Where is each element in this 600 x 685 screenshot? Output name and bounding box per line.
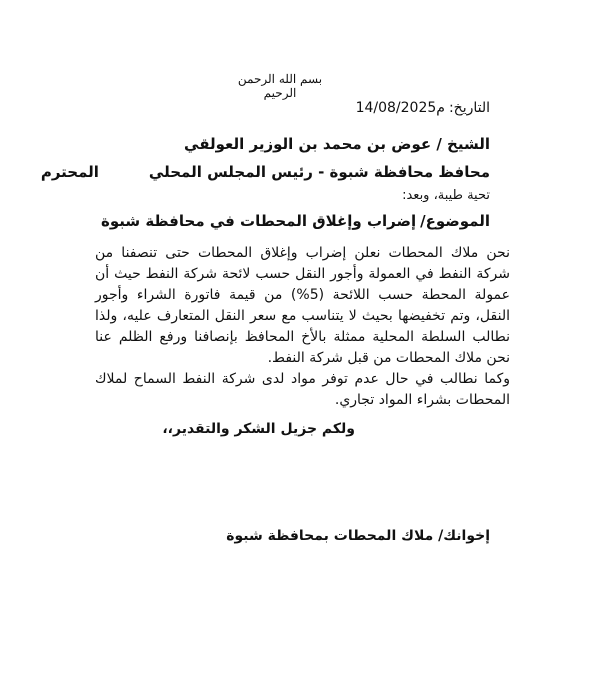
addressee-respect: المحترم	[40, 163, 99, 181]
body-paragraph-2: وكما نطالب في حال عدم توفر مواد لدى شركة النفط السماح لملاك المحطات بشراء المواد تجاري.	[95, 371, 510, 408]
signature-line: إخوانك/ ملاك المحطات بمحافظة شبوة	[226, 528, 490, 544]
date-value: 14/08/2025م	[355, 100, 445, 116]
addressee-name: الشيخ / عوض بن محمد بن الوزير العولقي	[184, 135, 490, 153]
greeting: تحية طيبة، وبعد:	[402, 188, 490, 203]
basmala: بسم الله الرحمن الرحيم	[237, 72, 323, 100]
date-label: التاريخ:	[448, 100, 490, 116]
closing-line: ولكم جزيل الشكر والتقدير،،	[162, 421, 355, 437]
subject-text: إضراب وإغلاق المحطات في محافظة شبوة	[100, 212, 417, 230]
subject-label: الموضوع/	[420, 212, 490, 230]
subject-line	[101, 212, 490, 230]
addressee-title: محافظ محافظة شبوة - رئيس المجلس المحلي	[148, 163, 490, 181]
addressee-title-row	[41, 158, 490, 186]
addressee-block	[41, 130, 490, 186]
date-line	[356, 100, 490, 116]
body-paragraph-1: نحن ملاك المحطات نعلن إضراب وإغلاق المحطات حتى تنصفنا من شركة النفط في العمولة وأجور النقل حسب لائحة شركة النفط حيث أن عمولة المحطة حسب اللائحة (5%) من قيمة فاتورة الشراء وأجور النقل، وتم تخفيضها بحيث لا يتناسب مع سعر النقل المتعارف عليه، ولذا نطالب السلطة المحلية ممثلة بالأخ المحافظ بإنصافنا ورفع الظلم عنا نحن ملاك المحطات من قبل شركة النفط.	[95, 245, 510, 366]
